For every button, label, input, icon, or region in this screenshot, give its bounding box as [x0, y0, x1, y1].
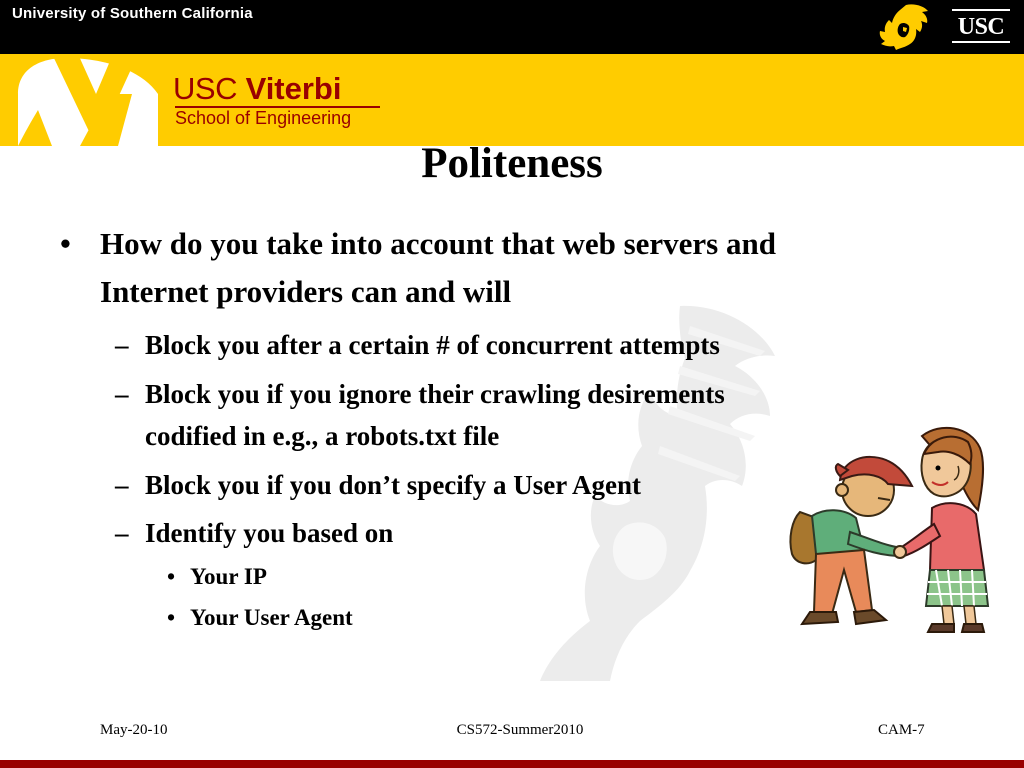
university-name: University of Southern California [12, 5, 253, 22]
footer-page-number: CAM-7 [878, 722, 925, 738]
dash-marker: – [115, 470, 129, 500]
dash-marker: – [115, 379, 129, 409]
bullet-marker: • [167, 605, 176, 630]
bottom-rule [0, 760, 1024, 768]
bullet-line: Block you if you ignore their crawling desirements [145, 379, 725, 409]
bullet-marker: • [60, 226, 71, 261]
logo-school-text: School of Engineering [175, 108, 352, 128]
bullet-line: Identify you based on [145, 518, 394, 548]
bullet-marker: • [167, 564, 176, 589]
children-clipart [782, 420, 992, 638]
usc-wordmark: USC [952, 9, 1010, 43]
bullet-line: codified in e.g., a robots.txt file [145, 421, 500, 451]
bullet-line: Your User Agent [190, 605, 353, 630]
bullet-line: Block you after a certain # of concurrent attempts [145, 330, 720, 360]
logo-viterbi-text: Viterbi [245, 71, 342, 106]
bullet-line: Block you if you don’t specify a User Agent [145, 470, 642, 500]
bullet-line: Internet providers can and will [100, 274, 512, 309]
logo-usc-text: USC [173, 71, 237, 106]
bullet-line: How do you take into account that web servers and [100, 226, 776, 261]
dash-marker: – [115, 330, 129, 360]
bullet-line: Your IP [190, 564, 267, 589]
footer-date: May-20-10 [100, 722, 168, 738]
footer-course: CS572-Summer2010 [456, 722, 584, 738]
dash-marker: – [115, 518, 129, 548]
slide-title: Politeness [421, 140, 603, 187]
